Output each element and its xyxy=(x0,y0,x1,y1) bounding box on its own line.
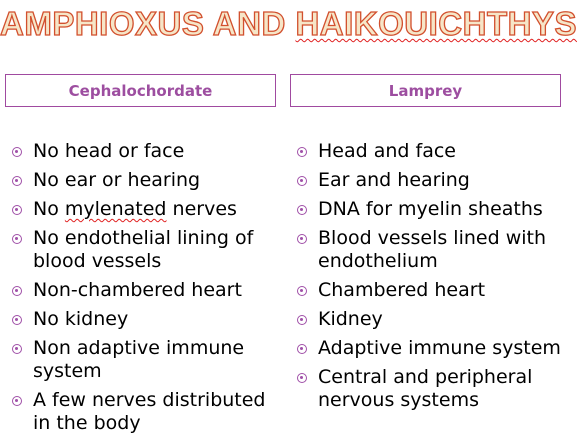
list-item xyxy=(12,169,282,192)
title-part-1: AMPHIOXUS AND xyxy=(0,5,296,42)
circle-bullet-icon xyxy=(12,286,22,296)
list-item xyxy=(12,308,282,331)
list-item-text: No head or face xyxy=(33,140,185,162)
circle-bullet-icon xyxy=(12,205,22,215)
list-item-text: No endothelial lining of blood vessels xyxy=(33,227,254,272)
list-item xyxy=(12,279,282,302)
list-item-text: Adaptive immune system xyxy=(318,337,561,359)
list-item xyxy=(297,308,572,331)
circle-bullet-icon xyxy=(12,396,22,406)
list-item-text-suffix: nerves xyxy=(166,198,237,220)
column-header-lamprey: Lamprey xyxy=(290,74,561,107)
list-item-text: Head and face xyxy=(318,140,456,162)
list-item xyxy=(12,140,282,163)
column-header-cephalochordate: Cephalochordate xyxy=(5,74,276,107)
circle-bullet-icon xyxy=(297,205,307,215)
slide-title xyxy=(0,2,577,46)
circle-bullet-icon xyxy=(297,234,307,244)
list-item xyxy=(297,140,572,163)
list-item xyxy=(12,198,282,221)
list-item xyxy=(12,389,282,435)
cephalochordate-trait-list xyxy=(12,140,282,441)
spellcheck-flagged-word: mylenated xyxy=(64,198,167,220)
circle-bullet-icon xyxy=(12,234,22,244)
circle-bullet-icon xyxy=(297,315,307,325)
list-item-text: Ear and hearing xyxy=(318,169,470,191)
list-item-text: Blood vessels lined with endothelium xyxy=(318,227,546,272)
list-item-text: Non-chambered heart xyxy=(33,279,242,301)
list-item xyxy=(297,366,572,412)
circle-bullet-icon xyxy=(297,373,307,383)
list-item-text: Kidney xyxy=(318,308,383,330)
list-item xyxy=(297,198,572,221)
circle-bullet-icon xyxy=(297,176,307,186)
list-item-text: Chambered heart xyxy=(318,279,486,301)
list-item xyxy=(297,279,572,302)
list-item-text xyxy=(33,198,237,220)
list-item xyxy=(297,227,572,273)
list-item xyxy=(12,337,282,383)
list-item-text: No ear or hearing xyxy=(33,169,201,191)
list-item-text-prefix: No xyxy=(33,198,65,220)
list-item-text: No kidney xyxy=(33,308,129,330)
circle-bullet-icon xyxy=(297,286,307,296)
circle-bullet-icon xyxy=(12,176,22,186)
list-item xyxy=(12,227,282,273)
list-item-text: A few nerves distributed in the body xyxy=(33,389,266,434)
list-item-text: Non adaptive immune system xyxy=(33,337,245,382)
list-item xyxy=(297,169,572,192)
circle-bullet-icon xyxy=(297,147,307,157)
title-part-2: HAIKOUICHTHYS xyxy=(295,5,577,42)
circle-bullet-icon xyxy=(12,315,22,325)
list-item-text: Central and peripheral nervous systems xyxy=(318,366,533,411)
circle-bullet-icon xyxy=(12,344,22,354)
circle-bullet-icon xyxy=(12,147,22,157)
list-item xyxy=(297,337,572,360)
circle-bullet-icon xyxy=(297,344,307,354)
lamprey-trait-list xyxy=(297,140,572,418)
list-item-text: DNA for myelin sheaths xyxy=(318,198,543,220)
